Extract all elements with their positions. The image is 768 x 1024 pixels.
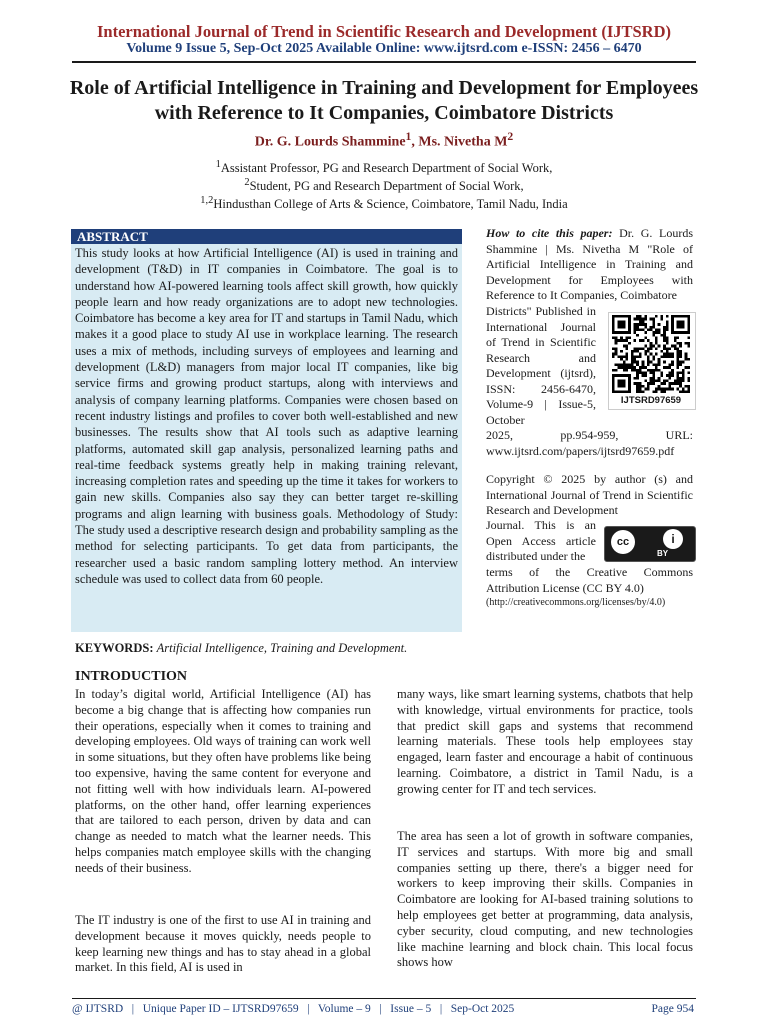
by-label: BY [657, 549, 669, 558]
citation-lead-text: Dr. G. Lourds Shammine | Ms. Nivetha M "Role of Artificial Intelligence in Training and Development for Employees with Reference to It Companies, Coimbatore [486, 226, 694, 302]
keywords-line [75, 640, 466, 656]
copyright-rest: terms of the Creative Commons Attribution License (CC BY 4.0) [486, 565, 693, 595]
affiliation-3 [0, 193, 768, 212]
affiliation-3-text: Hindusthan College of Arts & Science, Coimbatore, Tamil Nadu, India [213, 197, 568, 212]
author-separator: , [411, 134, 419, 150]
introduction-paragraph-4: The area has seen a lot of growth in software companies, IT services and startups. With more big and small companies setting up there, there's a bigger need for workers to keep improving their skills. Companies in Coimbatore are looking for AI-based training solutions to help employees get better at programming, data analysis, cyber security, cloud computing, and new technologies like machine learning and block chain. This local focus shows how [397, 829, 693, 970]
keywords-label: KEYWORDS: [75, 641, 154, 655]
attribution-person-icon: i [663, 529, 683, 549]
introduction-heading: INTRODUCTION [75, 669, 188, 684]
citation-lead [486, 226, 693, 304]
cc-icon: cc [611, 530, 635, 554]
citation-rest: 2025, pp.954-959, URL: www.ijtsrd.com/papers/ijtsrd97659.pdf [486, 428, 693, 458]
author-line [0, 128, 768, 152]
abstract-text: This study looks at how Artificial Intelligence (AI) is used in training and development (T&D) in IT companies in Coimbatore. The goal is to understand how AI-powered learning tools affect skill growth, how quickly people learn and how ready organizations are to adopt new technologies. Coimbatore has become a key area for IT and startups in Tamil Nadu, which makes it a good place to study AI use in workplace learning. The research uses a mix of methods, including surveys of employees and learning and development (L&D) managers from major local IT companies, like big service firms and growing product startups, along with interviews and analysis of company learning platforms. Companies were chosen based on recent industry listings and profiles to cover both well-established and new businesses. The results show that AI tools such as adaptive learning platforms, automated skill gap analysis, personalized learning paths and real-time feedback systems greatly help in making training relevant, increasing completion rates and speeding up the time it takes for workers to gain new skills. Companies also say they can better target re-skilling programs and align learning with business goals. Methodology of Study: The study used a descriptive research design and probability sampling as the method for selecting participants. To get data from participants, the researcher used a basic random sampling lottery method. An interview schedule was used to collect data from 60 people. [75, 246, 458, 586]
footer-divider [72, 998, 696, 999]
author-1-marker: 1 [405, 130, 412, 143]
paper-id-label: IJTSRD97659 [620, 395, 682, 406]
footer-info: @ IJTSRD | Unique Paper ID – IJTSRD97659 | Volume – 9 | Issue – 5 | Sep-Oct 2025 [72, 1003, 515, 1015]
page-number: Page 954 [651, 1003, 694, 1015]
citation-narrow: Districts" Published in International Journal of Trend in Scientific Research and Development (ijtsrd), ISSN: 2456-6470, Volume-9 | Issue-5, October [486, 304, 596, 427]
affiliation-2-text: Student, PG and Research Department of Social Work, [249, 179, 524, 194]
affiliation-1 [0, 157, 768, 176]
paper-title: Role of Artificial Intelligence in Training and Development for Employees with Reference to It Companies, Coimbatore Districts [69, 77, 699, 124]
copyright-lead: Copyright © 2025 by author (s) and International Journal of Trend in Scientific Research and Development [486, 472, 693, 517]
author-2-name: Ms. Nivetha M [418, 134, 508, 150]
abstract-heading: ABSTRACT [71, 229, 462, 244]
affiliation-1-text: Assistant Professor, PG and Research Department of Social Work, [220, 161, 553, 176]
journal-subtitle: Volume 9 Issue 5, Sep-Oct 2025 Available Online: www.ijtsrd.com e-ISSN: 2456 – 6470 [126, 41, 642, 56]
cc-by-license-icon [604, 526, 696, 562]
header-divider [72, 61, 696, 63]
affiliation-3-marker: 1,2 [200, 195, 214, 206]
qr-code-icon [612, 315, 690, 393]
affiliation-2 [0, 175, 768, 194]
keywords-text: Artificial Intelligence, Training and Development. [156, 641, 408, 655]
journal-title: International Journal of Trend in Scientific Research and Development (IJTSRD) [97, 22, 671, 41]
copyright-narrow: Journal. This is an Open Access article distributed under the [486, 518, 596, 563]
citation-label-colon: : [608, 226, 613, 240]
author-1-name: Dr. G. Lourds Shammine [254, 134, 406, 150]
introduction-paragraph-3: many ways, like smart learning systems, chatbots that help with knowledge, virtual environments for practice, tools that predict skill gaps and systems that recommend learning materials. These tools help employees stay engaged, learn faster and encourage a habit of continuous learning. Coimbatore, a district in Tamil Nadu, is a growing center for IT and tech services. [397, 687, 693, 796]
citation-label: How to cite this paper [486, 226, 609, 240]
author-2-marker: 2 [507, 130, 514, 143]
introduction-paragraph-2: The IT industry is one of the first to use AI in training and development because it moves quickly, needs people to keep learning new things and has to stay ahead in a global market. In this field, AI is used in [75, 913, 371, 975]
license-url: (http://creativecommons.org/licenses/by/4.0) [486, 597, 666, 608]
affiliation-2-marker: 2 [244, 177, 250, 188]
introduction-paragraph-1: In today’s digital world, Artificial Intelligence (AI) has become a big change that is affecting how companies run their operations, especially when it comes to training and developing employees. Old ways of training can work well in some situations, but they often have problems like being too expensive, having the same content for everyone and not fitting well with how individuals learn. AI-powered platforms, on the other hand, offer learning experiences that are tailored to each person, driven by data and can change as needed to match what the learner needs. This helps companies match employee skills with the changing needs of their business. [75, 687, 371, 875]
affiliation-1-marker: 1 [215, 159, 221, 170]
